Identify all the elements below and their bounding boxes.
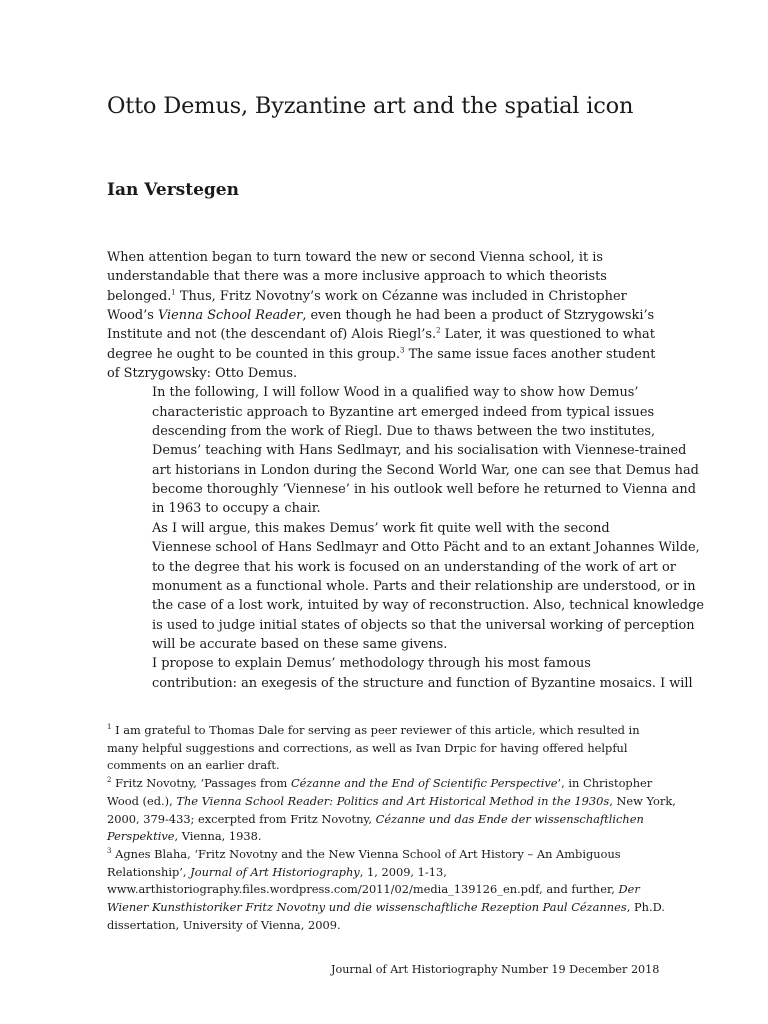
text-line: degree he ought to be counted in this group.$^3$ The same issue faces another student: [107, 346, 656, 362]
text-line: In the following, I will follow Wood in a qualified way to show how Demus’: [152, 385, 639, 401]
text-line: Institute and not (the descendant of) Alois Riegl’s.$^2$ Later, it was questioned to what: [107, 327, 655, 343]
italic-title: Der: [618, 882, 640, 897]
footnote-ref: 1: [107, 723, 112, 732]
footnote-ref: 2: [107, 776, 112, 785]
text-line: belonged.$^1$ Thus, Fritz Novotny’s work on Cézanne was included in Christopher: [107, 288, 627, 304]
text-line: monument as a functional whole. Parts and their relationship are understood, or in: [152, 578, 696, 594]
italic-title: Perspektive: [107, 829, 175, 844]
italic-title: Wiener Kunsthistoriker Fritz Novotny und die wissenschaftliche Rezeption Paul Cézannes: [107, 900, 627, 915]
footnote-line: Perspektive, Vienna, 1938.: [107, 829, 262, 844]
footnote-ref: 3: [400, 346, 405, 355]
text-line: Wood’s Vienna School Reader, even though he had been a product of Stzrygowski’s: [107, 308, 655, 324]
text-line: descending from the work of Riegl. Due to thaws between the two institutes,: [152, 424, 656, 440]
text-line: characteristic approach to Byzantine art emerged indeed from typical issues: [152, 404, 655, 420]
text-line: As I will argue, this makes Demus’ work fit quite well with the second: [152, 520, 610, 536]
text-line: contribution: an exegesis of the structure and function of Byzantine mosaics. I will: [152, 675, 693, 691]
footnote-line: Wiener Kunsthistoriker Fritz Novotny und die wissenschaftliche Rezeption Paul Cézannes, Ph.D.: [107, 900, 665, 915]
article-author: Ian Verstegen: [107, 180, 239, 200]
text-line: Viennese school of Hans Sedlmayr and Otto Pächt and to an extant Johannes Wilde,: [152, 540, 700, 556]
text-line: When attention began to turn toward the new or second Vienna school, it is: [107, 250, 603, 265]
footnotes: [107, 722, 676, 934]
journal-footer: Journal of Art Historiography Number 19 December 2018: [331, 963, 660, 976]
footnote-ref: 2: [436, 327, 441, 336]
footnote: [107, 846, 665, 935]
text-line: to the degree that his work is focused on an understanding of the work of art or: [152, 559, 676, 575]
footnote-ref: 3: [107, 847, 112, 856]
text-line: I propose to explain Demus’ methodology through his most famous: [152, 656, 591, 672]
footnote-line: Wood (ed.), The Vienna School Reader: Politics and Art Historical Method in the 1930s, New York,: [107, 793, 676, 808]
footnote-line: dissertation, University of Vienna, 2009.: [107, 917, 341, 932]
article-title: Otto Demus, Byzantine art and the spatial icon: [107, 93, 634, 119]
italic-title: Cézanne und das Ende der wissenschaftlichen: [375, 811, 644, 826]
footnote-ref: 1: [171, 288, 176, 297]
body-paragraph: [107, 519, 704, 654]
footnote-line: $^2$ Fritz Novotny, ‘Passages from Cézanne and the End of Scientific Perspective’, in Christopher: [107, 776, 653, 791]
footnote-line: many helpful suggestions and corrections, as well as Ivan Drpic for having offered helpful: [107, 740, 628, 755]
footnote-line: $^3$ Agnes Blaha, ‘Fritz Novotny and the New Vienna School of Art History – An Ambiguous: [107, 846, 621, 861]
italic-title: Cézanne and the End of Scientific Perspective: [290, 776, 558, 791]
article-body: [107, 248, 704, 693]
footnote-line: 2000, 379-433; excerpted from Fritz Novotny, Cézanne und das Ende der wissenschaftlichen: [107, 811, 644, 826]
text-line: the case of a lost work, intuited by way of reconstruction. Also, technical knowledge: [152, 598, 704, 614]
footnote-line: $^1$ I am grateful to Thomas Dale for serving as peer reviewer of this article, which resulted in: [107, 723, 640, 737]
italic-title: Journal of Art Historiography: [190, 864, 360, 879]
footnote-line: www.arthistoriography.files.wordpress.com/2011/02/media_139126_en.pdf, and further, Der: [107, 882, 640, 897]
footnote-line: Relationship’, Journal of Art Historiography, 1, 2009, 1-13,: [107, 864, 447, 879]
text-line: in 1963 to occupy a chair.: [152, 501, 321, 517]
italic-title: Vienna School Reader: [157, 308, 303, 324]
text-line: Demus’ teaching with Hans Sedlmayr, and his socialisation with Viennese-trained: [152, 443, 687, 459]
body-paragraph: [107, 383, 699, 518]
body-paragraph: [107, 248, 656, 383]
footnote: [107, 722, 640, 775]
text-line: understandable that there was a more inclusive approach to which theorists: [107, 269, 607, 285]
text-line: become thoroughly ‘Viennese’ in his outlook well before he returned to Vienna and: [152, 482, 696, 498]
text-line: of Stzrygowsky: Otto Demus.: [107, 366, 298, 382]
footnote-line: comments on an earlier draft.: [107, 758, 280, 773]
body-paragraph: [107, 654, 693, 693]
text-line: is used to judge initial states of objects so that the universal working of perception: [152, 617, 695, 633]
footnote: [107, 775, 676, 846]
text-line: art historians in London during the Second World War, one can see that Demus had: [152, 462, 699, 478]
text-line: will be accurate based on these same givens.: [152, 636, 448, 652]
italic-title: The Vienna School Reader: Politics and Art Historical Method in the 1930s: [176, 793, 610, 808]
